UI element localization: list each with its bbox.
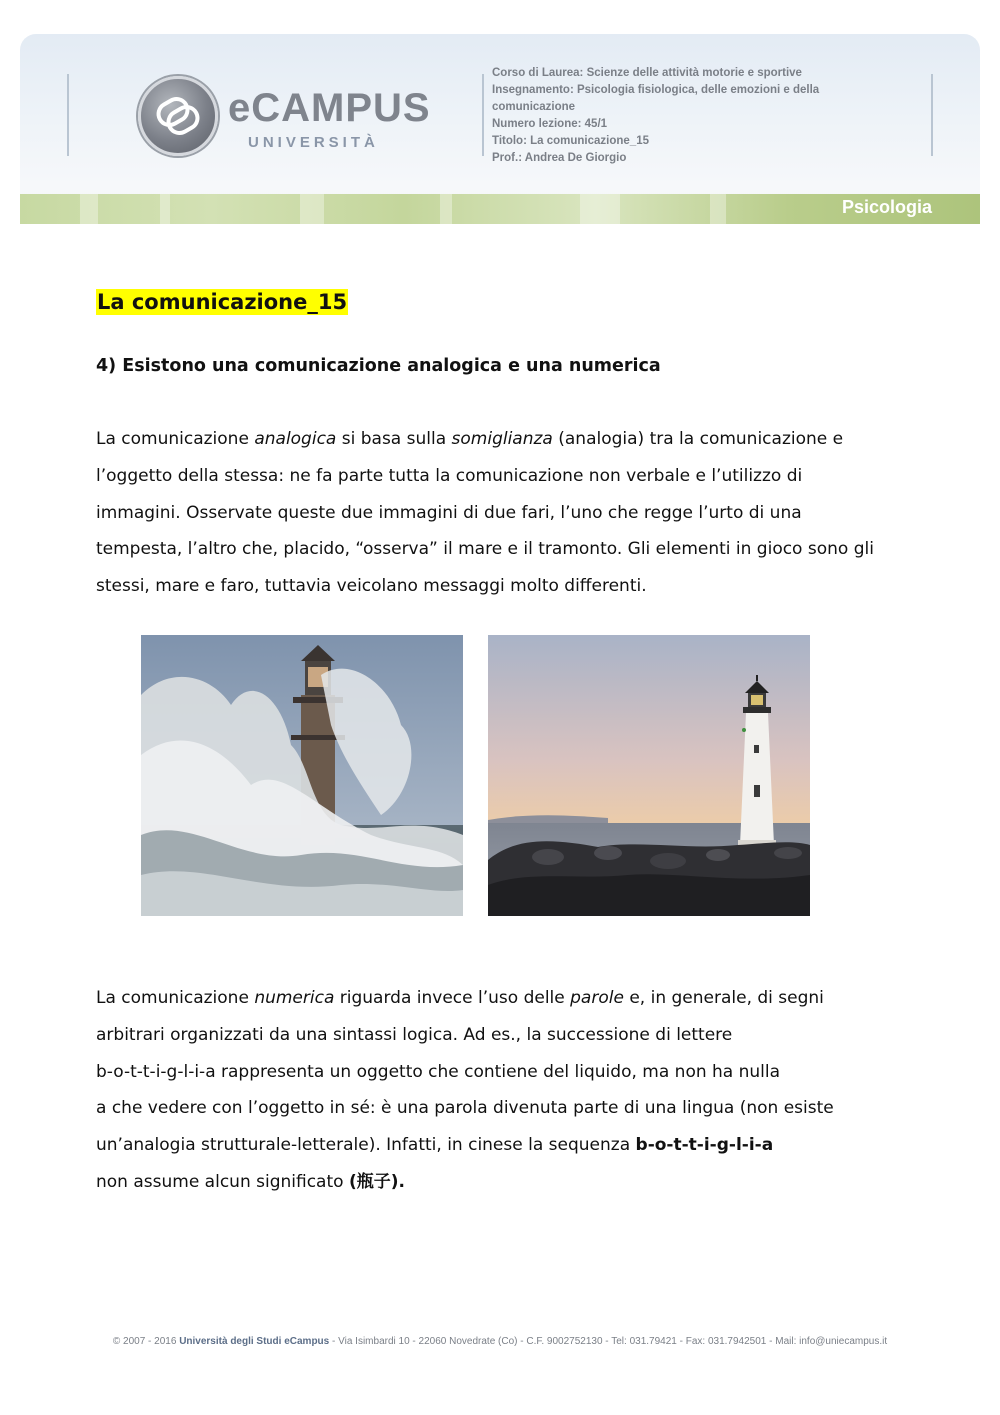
paragraph-line: un’analogia strutturale-letterale). Infatti, in cinese la sequenza b-o-t-t-i-g-l-i-a <box>96 1135 774 1156</box>
lesson-title: Titolo: La comunicazione_15 <box>492 135 649 147</box>
header-divider-left <box>67 74 69 156</box>
paragraph-line: non assume alcun significato (瓶子). <box>96 1171 405 1192</box>
paragraph-line: stessi, mare e faro, tuttavia veicolano messaggi molto differenti. <box>96 576 647 597</box>
section-bar <box>20 194 980 224</box>
course-info <box>492 65 892 167</box>
professor: Prof.: Andrea De Giorgio <box>492 152 627 164</box>
paragraph-line: l’oggetto della stessa: ne fa parte tutta la comunicazione non verbale e l’utilizzo di <box>96 465 803 486</box>
paragraph-numerica <box>96 980 926 1201</box>
course-degree: Corso di Laurea: Scienze delle attività motorie e sportive <box>492 67 802 79</box>
page-header <box>20 34 980 224</box>
lighthouse-sunset-photo <box>488 635 810 916</box>
paragraph-line: arbitrari organizzati da una sintassi logica. Ad es., la successione di lettere <box>96 1024 733 1045</box>
logo-subtitle: UNIVERSITÀ <box>248 134 379 151</box>
lighthouse-storm-photo <box>141 635 463 916</box>
lesson-number: Numero lezione: 45/1 <box>492 118 608 130</box>
logo-title: eCAMPUS <box>228 86 431 130</box>
paragraph-line: a che vedere con l’oggetto in sé: è una parola divenuta parte di una lingua (non esiste <box>96 1098 834 1119</box>
section-label: Psicologia <box>841 197 932 217</box>
paragraph-line: La comunicazione numerica riguarda invece l’uso delle parole e, in generale, di segni <box>96 988 824 1008</box>
footer-university: Università degli Studi eCampus <box>179 1336 330 1347</box>
paragraph-line: La comunicazione analogica si basa sulla somiglianza (analogia) tra la comunicazione e <box>96 429 844 449</box>
paragraph-line: b-o-t-t-i-g-l-i-a rappresenta un oggetto che contiene del liquido, ma non ha nulla <box>96 1061 781 1082</box>
footer-contacts: - Via Isimbardi 10 - 22060 Novedrate (Co) - C.F. 9002752130 - Tel: 031.79421 - Fax: 031.7942501 - Mail: info@uniecampus.it <box>329 1336 888 1347</box>
course-subject-cont: comunicazione <box>492 101 576 113</box>
ecampus-logo-icon <box>138 76 218 156</box>
paragraph-line: tempesta, l’altro che, placido, “osserva” il mare e il tramonto. Gli elementi in gioco sono gli <box>96 539 874 560</box>
header-divider-middle <box>482 74 484 156</box>
section-heading: 4) Esistono una comunicazione analogica e una numerica <box>96 356 661 376</box>
page-footer <box>0 1336 1000 1347</box>
paragraph-analogica <box>96 421 926 605</box>
page-title: La comunicazione_15 <box>97 290 348 314</box>
header-divider-right <box>931 74 933 156</box>
course-subject: Insegnamento: Psicologia fisiologica, delle emozioni e della <box>492 84 820 96</box>
footer-copyright: © 2007 - 2016 <box>112 1336 180 1347</box>
paragraph-line: immagini. Osservate queste due immagini di due fari, l’uno che regge l’urto di una <box>96 502 802 523</box>
